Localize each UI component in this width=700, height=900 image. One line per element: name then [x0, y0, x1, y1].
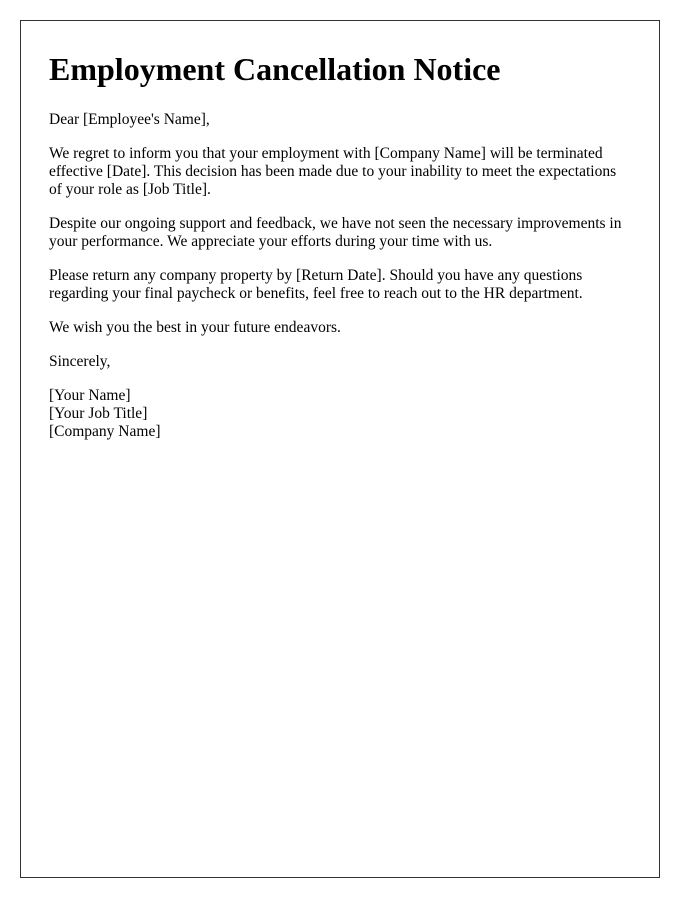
letter-closing: Sincerely,	[49, 353, 111, 370]
letter-paragraph-best-wishes: We wish you the best in your future endeavors.	[49, 319, 341, 336]
signature-job-title: [Your Job Title]	[49, 405, 148, 422]
letter-greeting: Dear [Employee's Name],	[49, 111, 210, 128]
letter-paragraph-return-property: Please return any company property by [Return Date]. Should you have any questions regarding your final paycheck or benefits, feel free to reach out to the HR department.	[49, 267, 583, 302]
letter-page	[20, 20, 660, 878]
letter-paragraph-performance: Despite our ongoing support and feedback, we have not seen the necessary improvements in your performance. We appreciate your efforts during your time with us.	[49, 215, 622, 250]
letter-title: Employment Cancellation Notice	[49, 51, 501, 87]
letter-paragraph-termination: We regret to inform you that your employment with [Company Name] will be terminated effective [Date]. This decision has been made due to your inability to meet the expectations of your role as [Job Title].	[49, 145, 617, 198]
signature-block	[49, 387, 631, 441]
signature-name: [Your Name]	[49, 387, 131, 404]
signature-company: [Company Name]	[49, 423, 161, 440]
